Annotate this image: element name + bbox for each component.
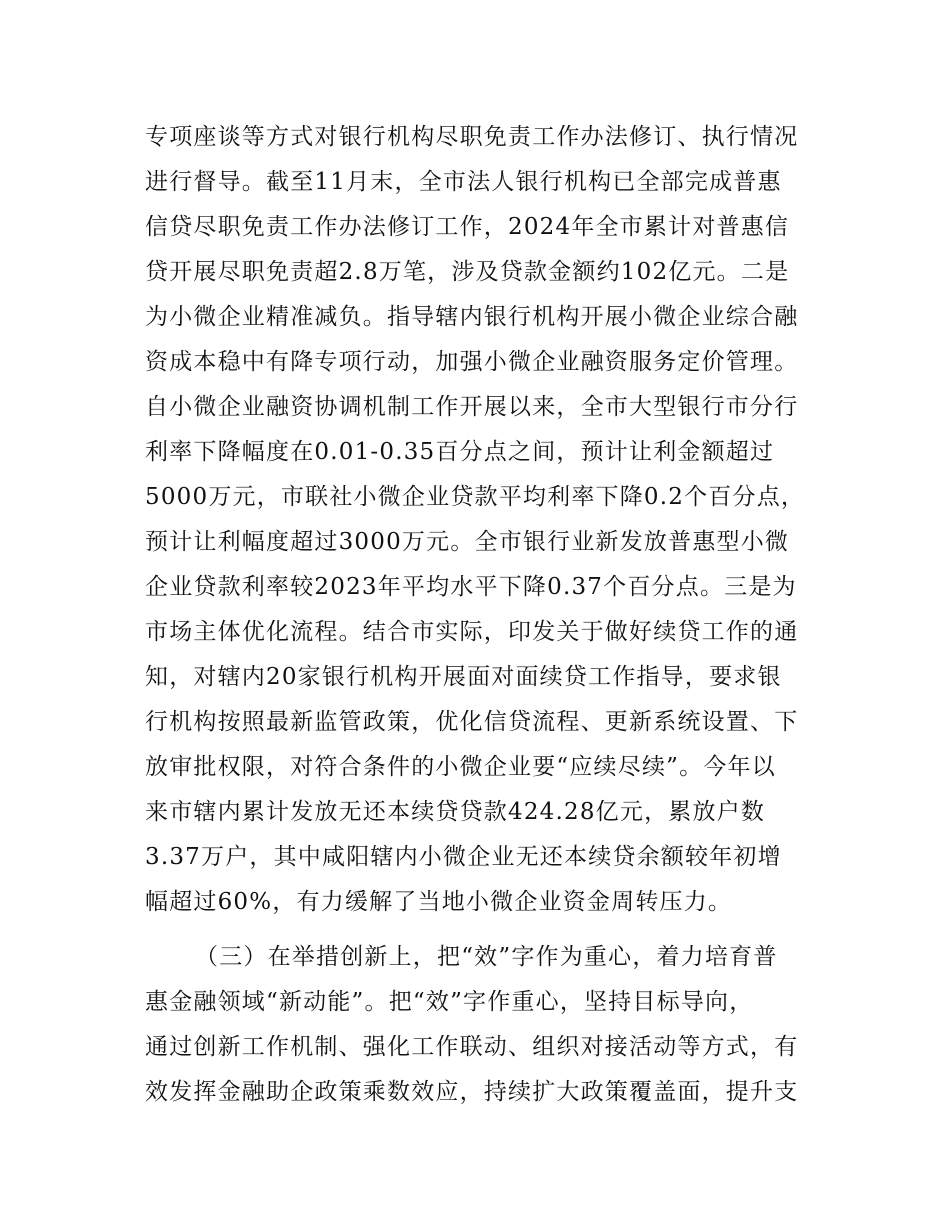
paragraph-line: 贷开展尽职免责超2.8万笔，涉及贷款金额约102亿元。二是: [145, 259, 790, 285]
paragraph-line: 信贷尽职免责工作办法修订工作，2024年全市累计对普惠信: [145, 214, 790, 240]
paragraph-line: 知，对辖内20家银行机构开展面对面续贷工作指导，要求银: [145, 664, 782, 690]
paragraph-line: 通过创新工作机制、强化工作联动、组织对接活动等方式，有: [145, 1034, 799, 1060]
paragraph-line: 3.37万户，其中咸阳辖内小微企业无还本续贷余额较年初增: [145, 844, 782, 870]
paragraph-line: 市场主体优化流程。结合市实际，印发关于做好续贷工作的通: [145, 619, 799, 645]
paragraph-line: 自小微企业融资协调机制工作开展以来，全市大型银行市分行: [145, 394, 799, 420]
paragraph-line: 行机构按照最新监管政策，优化信贷流程、更新系统设置、下: [145, 709, 799, 735]
paragraph-line: 效发挥金融助企政策乘数效应，持续扩大政策覆盖面，提升支: [145, 1079, 799, 1105]
paragraph-line: 惠金融领域“新动能”。把“效”字作重心，坚持目标导向，: [145, 989, 754, 1015]
paragraph-line: 为小微企业精准减负。指导辖内银行机构开展小微企业综合融: [145, 304, 799, 330]
paragraph-line: 进行督导。截至11月末，全市法人银行机构已全部完成普惠: [145, 169, 782, 195]
paragraph-line: 企业贷款利率较2023年平均水平下降0.37个百分点。三是为: [145, 574, 797, 600]
paragraph-line: 来市辖内累计发放无还本续贷贷款424.28亿元，累放户数: [145, 799, 766, 825]
paragraph-line: 幅超过60%，有力缓解了当地小微企业资金周转压力。: [145, 889, 733, 915]
section-heading-line: （三）在举措创新上，把“效”字作为重心，着力培育普: [195, 944, 778, 970]
paragraph-line: 放审批权限，对符合条件的小微企业要“应续尽续”。今年以: [145, 754, 776, 780]
paragraph-line: 资成本稳中有降专项行动，加强小微企业融资服务定价管理。: [145, 349, 799, 375]
paragraph-line: 利率下降幅度在0.01-0.35百分点之间，预计让利金额超过: [145, 439, 775, 465]
paragraph-line: 预计让利幅度超过3000万元。全市银行业新发放普惠型小微: [145, 529, 790, 555]
paragraph-line: 专项座谈等方式对银行机构尽职免责工作办法修订、执行情况: [145, 124, 799, 150]
paragraph-line: 5000万元，市联社小微企业贷款平均利率下降0.2个百分点，: [145, 484, 806, 510]
